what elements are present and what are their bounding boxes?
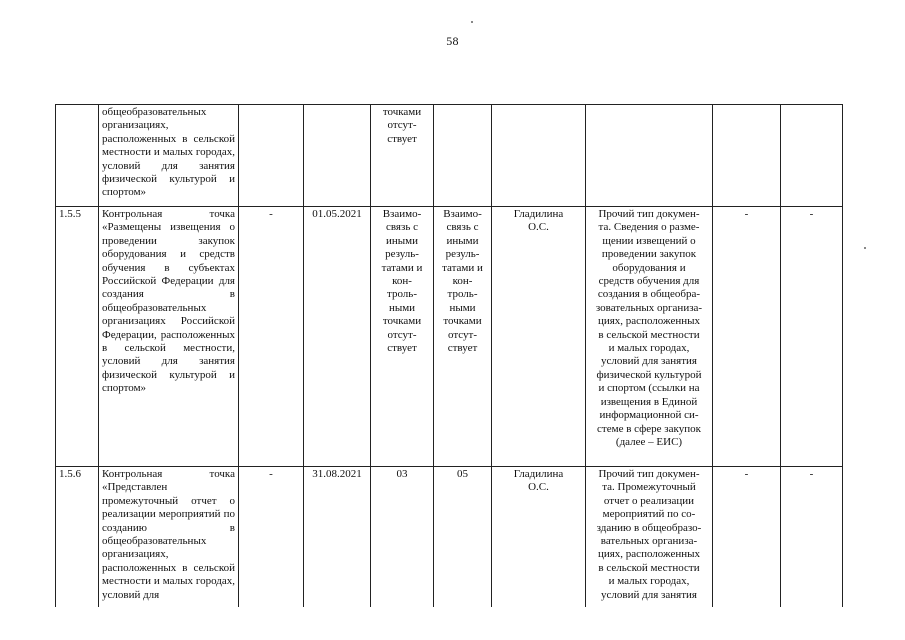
checkpoint-name: общеобразовательных организациях, расположенных в сельской местности и малых городах, условий для занятия физической культурой и спортом» xyxy=(99,105,239,207)
cell-col3 xyxy=(239,105,304,207)
checkpoint-name: Контрольная точка «Размещены извещения о проведении закупок оборудования и средств обучения в субъектах Российской Федерации для создания в общеобразовательных организациях Российской Федерации, расположенных в сельской местности, условий для занятия физической культурой и спортом» xyxy=(99,207,239,467)
table-row xyxy=(56,207,843,467)
cell-date: 01.05.2021 xyxy=(304,207,371,467)
cell-document-type: Прочий тип докумен- та. Промежуточный отчет о реализации мероприятий по со- зданию в общеобразо- вательных организа- циях, расположенных в сельской местности и малых городах, условий для занятия xyxy=(586,467,713,608)
cell-interrelation: точками отсут- ствует xyxy=(371,105,434,207)
cell-document-type: Прочий тип докумен- та. Сведения о разме- щении извещений о проведении закупок оборудования и средств обучения для создания в общеобра- зовательных организа- циях, расположенных в сельской местности и малых городах, условий для занятия физической культурой и спортом (ссылки на извещения в Единой информационной си- стеме в сфере закупок (далее – ЕИС) xyxy=(586,207,713,467)
cell-responsible xyxy=(492,105,586,207)
row-number xyxy=(56,105,99,207)
cell-col3: - xyxy=(239,207,304,467)
cell-col10 xyxy=(781,105,843,207)
cell-date xyxy=(304,105,371,207)
cell-col9 xyxy=(713,105,781,207)
table-row xyxy=(56,467,843,608)
scan-speck xyxy=(471,21,473,23)
cell-col9: - xyxy=(713,207,781,467)
cell-interrelation: Взаимо- связь с иными резуль- татами и кон- троль- ными точками отсут- ствует xyxy=(371,207,434,467)
cell-col9: - xyxy=(713,467,781,608)
cell-interrelation-2: 05 xyxy=(434,467,492,608)
page-number: 58 xyxy=(446,34,459,48)
cell-interrelation-2 xyxy=(434,105,492,207)
cell-document-type xyxy=(586,105,713,207)
cell-date: 31.08.2021 xyxy=(304,467,371,608)
cell-col10: - xyxy=(781,467,843,608)
table-row xyxy=(56,105,843,207)
cell-col10: - xyxy=(781,207,843,467)
plan-table xyxy=(55,104,843,607)
cell-responsible: Гладилина О.С. xyxy=(492,467,586,608)
cell-col3: - xyxy=(239,467,304,608)
row-number: 1.5.5 xyxy=(56,207,99,467)
cell-interrelation: 03 xyxy=(371,467,434,608)
scan-speck xyxy=(864,247,866,249)
checkpoint-name: Контрольная точка «Представлен промежуточный отчет о реализации мероприятий по созданию в общеобразовательных организациях, расположенных в сельской местности и малых городах, условий для xyxy=(99,467,239,608)
row-number: 1.5.6 xyxy=(56,467,99,608)
cell-interrelation-2: Взаимо- связь с иными резуль- татами и кон- троль- ными точками отсут- ствует xyxy=(434,207,492,467)
cell-responsible: Гладилина О.С. xyxy=(492,207,586,467)
